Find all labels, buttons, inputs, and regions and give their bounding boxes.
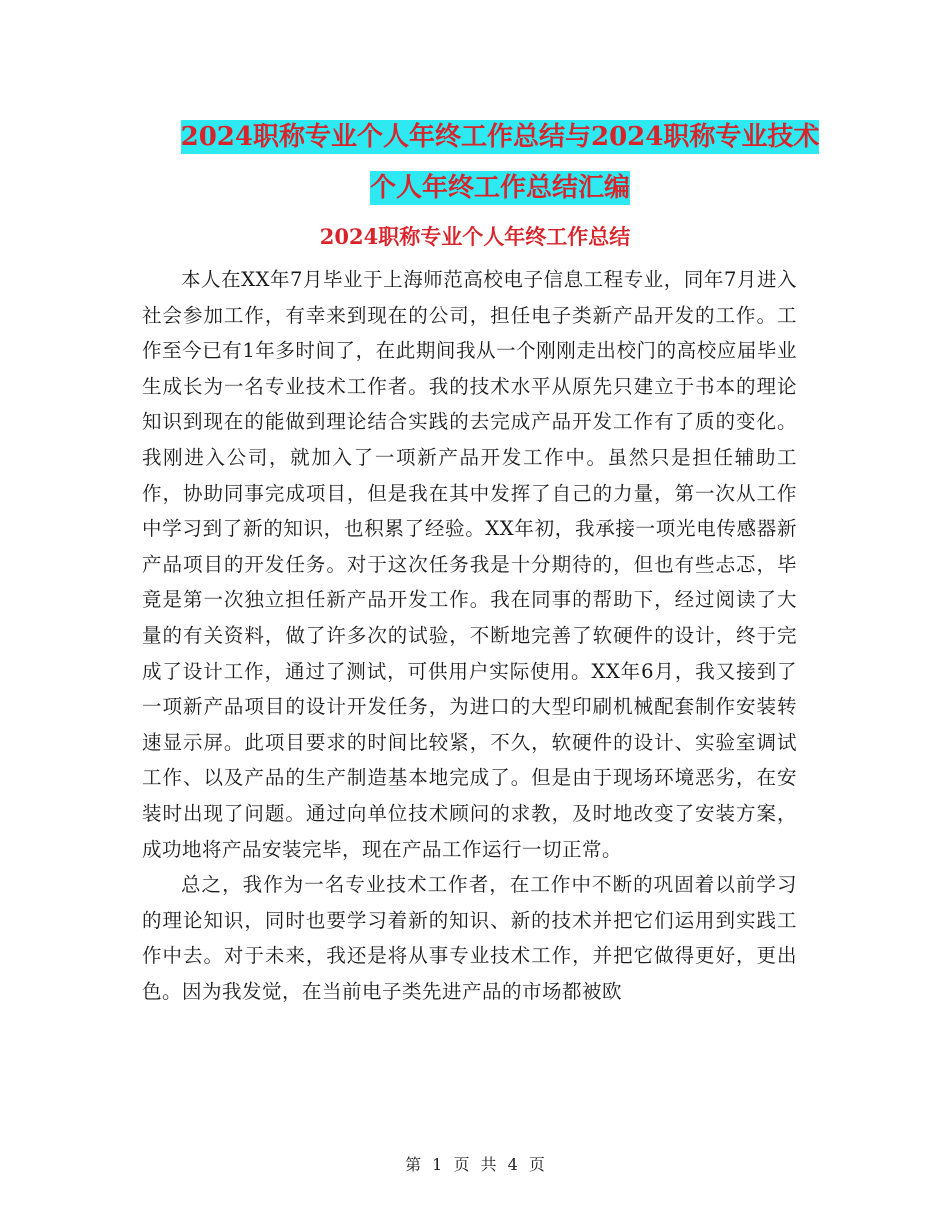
document-title-line-1: 2024职称专业个人年终工作总结与2024职称专业技术 bbox=[180, 122, 820, 152]
page-footer: 第 1 页 共 4 页 bbox=[405, 1155, 545, 1174]
document-title-line-2: 个人年终工作总结汇编 bbox=[369, 173, 630, 203]
document-title bbox=[150, 112, 850, 214]
paragraph-2: 总之，我作为一名专业技术工作者，在工作中不断的巩固着以前学习的理论知识，同时也要学习着新的知识、新的技术并把它们运用到实践工作中去。对于未来，我还是将从事专业技术工作，并把它做得更好，更出色。因为我发觉，在当前电子类先进产品的市场都被欧 bbox=[142, 873, 797, 1003]
section-title: 2024职称专业个人年终工作总结 bbox=[319, 224, 631, 249]
paragraph-1: 本人在XX年7月毕业于上海师范高校电子信息工程专业，同年7月进入社会参加工作，有幸来到现在的公司，担任电子类新产品开发的工作。工作至今已有1年多时间了，在此期间我从一个刚刚走出校门的高校应届毕业生成长为一名专业技术工作者。我的技术水平从原先只建立于书本的理论知识到现在的能做到理论结合实践的去完成产品开发工作有了质的变化。我刚进入公司，就加入了一项新产品开发工作中。虽然只是担任辅助工作，协助同事完成项目，但是我在其中发挥了自己的力量，第一次从工作中学习到了新的知识，也积累了经验。XX年初，我承接一项光电传感器新产品项目的开发任务。对于这次任务我是十分期待的，但也有些忐忑，毕竟是第一次独立担任新产品开发工作。我在同事的帮助下，经过阅读了大量的有关资料，做了许多次的试验，不断地完善了软硬件的设计，终于完成了设计工作，通过了测试，可供用户实际使用。XX年6月，我又接到了一项新产品项目的设计开发任务，为进口的大型印刷机械配套制作安装转速显示屏。此项目要求的时间比较紧，不久，软硬件的设计、实验室调试工作、以及产品的生产制造基本地完成了。但是由于现场环境恶劣，在安装时出现了问题。通过向单位技术顾问的求教，及时地改变了安装方案，成功地将产品安装完毕，现在产品工作运行一切正常。 bbox=[142, 268, 797, 861]
document-body bbox=[142, 262, 797, 1009]
